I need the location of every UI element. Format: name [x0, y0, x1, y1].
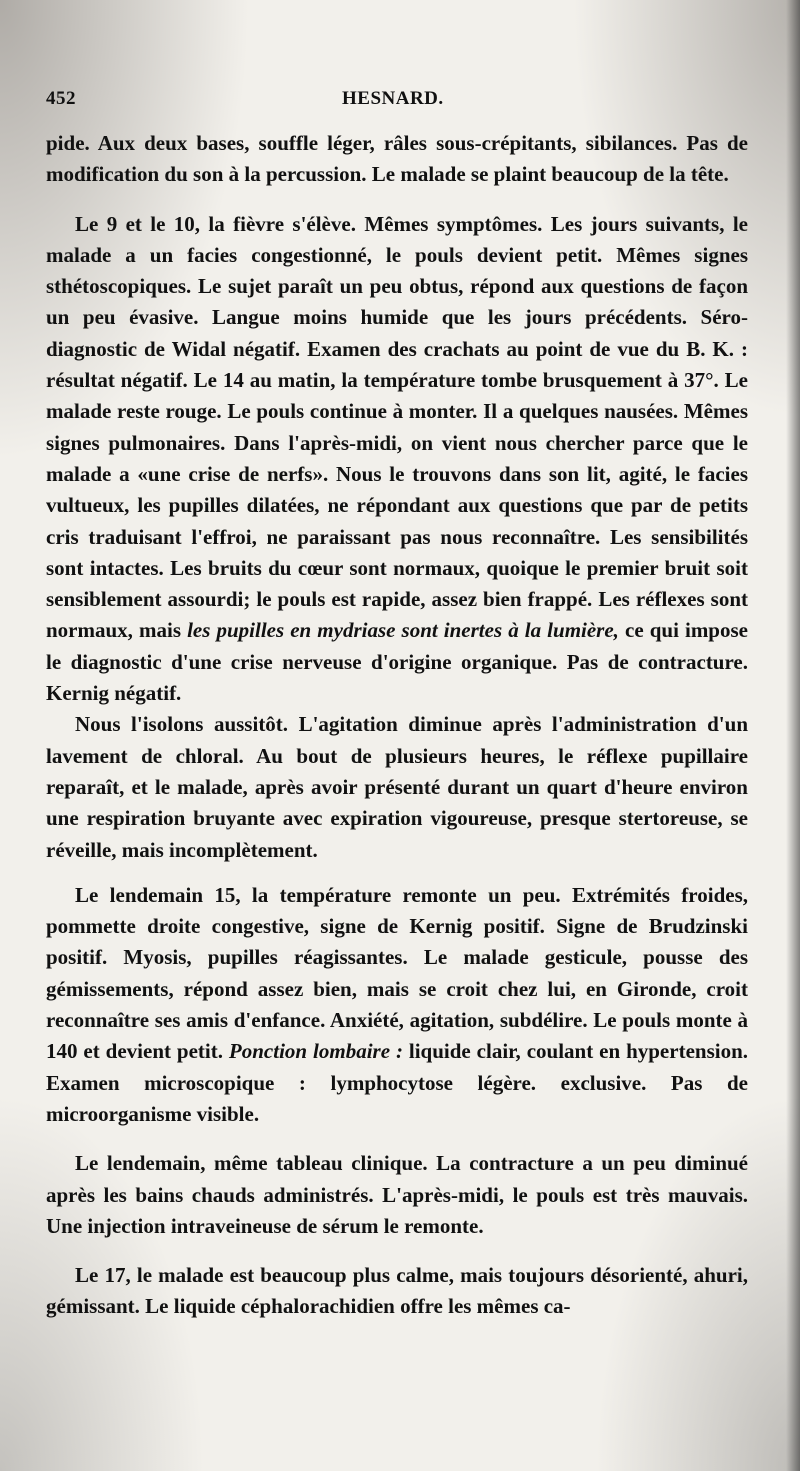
paragraph-text: pide. Aux deux bases, souffle léger, râles sous-crépitants, sibilances. Pas de modification du son à la percussion. Le malade se plaint beaucoup de la tête. [46, 131, 748, 187]
paragraph-4 [46, 880, 748, 1130]
paragraph-1 [46, 128, 748, 191]
page-number: 452 [46, 88, 76, 109]
paragraph-5 [46, 1148, 748, 1242]
paragraph-text-continued: liquide clair, coulant en hypertension. Examen microscopique : lymphocytose légère. exclusive. Pas de microorganisme visible. [46, 1039, 749, 1126]
paragraph-6 [46, 1260, 748, 1323]
paragraph-text: Nous l'isolons aussitôt. L'agitation diminue après l'administration d'un lavement de chloral. Au bout de plusieurs heures, le réflexe pupillaire reparaît, et le malade, après avoir présenté durant un quart d'heure environ une respiration bruyante avec expiration vigoureuse, presque stertoreuse, se réveille, mais incomplètement. [46, 712, 748, 862]
paragraph-2 [46, 209, 748, 710]
paragraph-text: Le lendemain 15, la température remonte un peu. Extrémités froides, pommette droite congestive, signe de Kernig positif. Signe de Brudzinski positif. Myosis, pupilles réagissantes. Le malade gesticule, pousse des gémissements, répond assez bien, mais se croit chez lui, en Gironde, croit reconnaître ses amis d'enfance. Anxiété, agitation, subdélire. Le pouls monte à 140 et devient petit. [46, 882, 748, 1064]
running-title: HESNARD. [342, 88, 444, 109]
running-head [46, 88, 746, 118]
paragraph-italic-text: les pupilles en mydriase sont inertes à la lumière, [187, 618, 625, 643]
paragraph-3 [46, 709, 748, 865]
paragraph-italic-text: Ponction lombaire : [228, 1039, 409, 1064]
body-text [46, 128, 748, 1323]
page-edge-shadow [786, 0, 800, 1471]
paragraph-text: Le lendemain, même tableau clinique. La contracture a un peu diminué après les bains chauds administrés. L'après-midi, le pouls est très mauvais. Une injection intraveineuse de sérum le remonte. [46, 1151, 748, 1238]
paragraph-text-continued: ce qui impose le diagnostic d'une crise nerveuse d'origine organique. Pas de contracture. Kernig négatif. [46, 618, 748, 706]
paragraph-text: Le 17, le malade est beaucoup plus calme, mais toujours désorienté, ahuri, gémissant. Le liquide céphalorachidien offre les mêmes ca- [46, 1263, 748, 1319]
paragraph-text: Le 9 et le 10, la fièvre s'élève. Mêmes symptômes. Les jours suivants, le malade a un facies congestionné, le pouls devient petit. Mêmes signes sthétoscopiques. Le sujet paraît un peu obtus, répond aux questions de façon un peu évasive. Langue moins humide que les jours précédents. Séro-diagnostic de Widal négatif. Examen des crachats au point de vue du B. K. : résultat négatif. Le 14 au matin, la température tombe brusquement à 37°. Le malade reste rouge. Le pouls continue à monter. Il a quelques nausées. Mêmes signes pulmonaires. Dans l'après-midi, on vient nous chercher parce que le malade a «une crise de nerfs». Nous le trouvons dans son lit, agité, le facies vultueux, les pupilles dilatées, ne répondant aux questions que par de petits cris traduisant l'effroi, ne paraissant pas nous reconnaître. Les sensibilités sont intactes. Les bruits du cœur sont normaux, quoique le premier bruit soit sensiblement assourdi; le pouls est rapide, assez bien frappé. Les réflexes sont normaux, mais [46, 211, 748, 643]
